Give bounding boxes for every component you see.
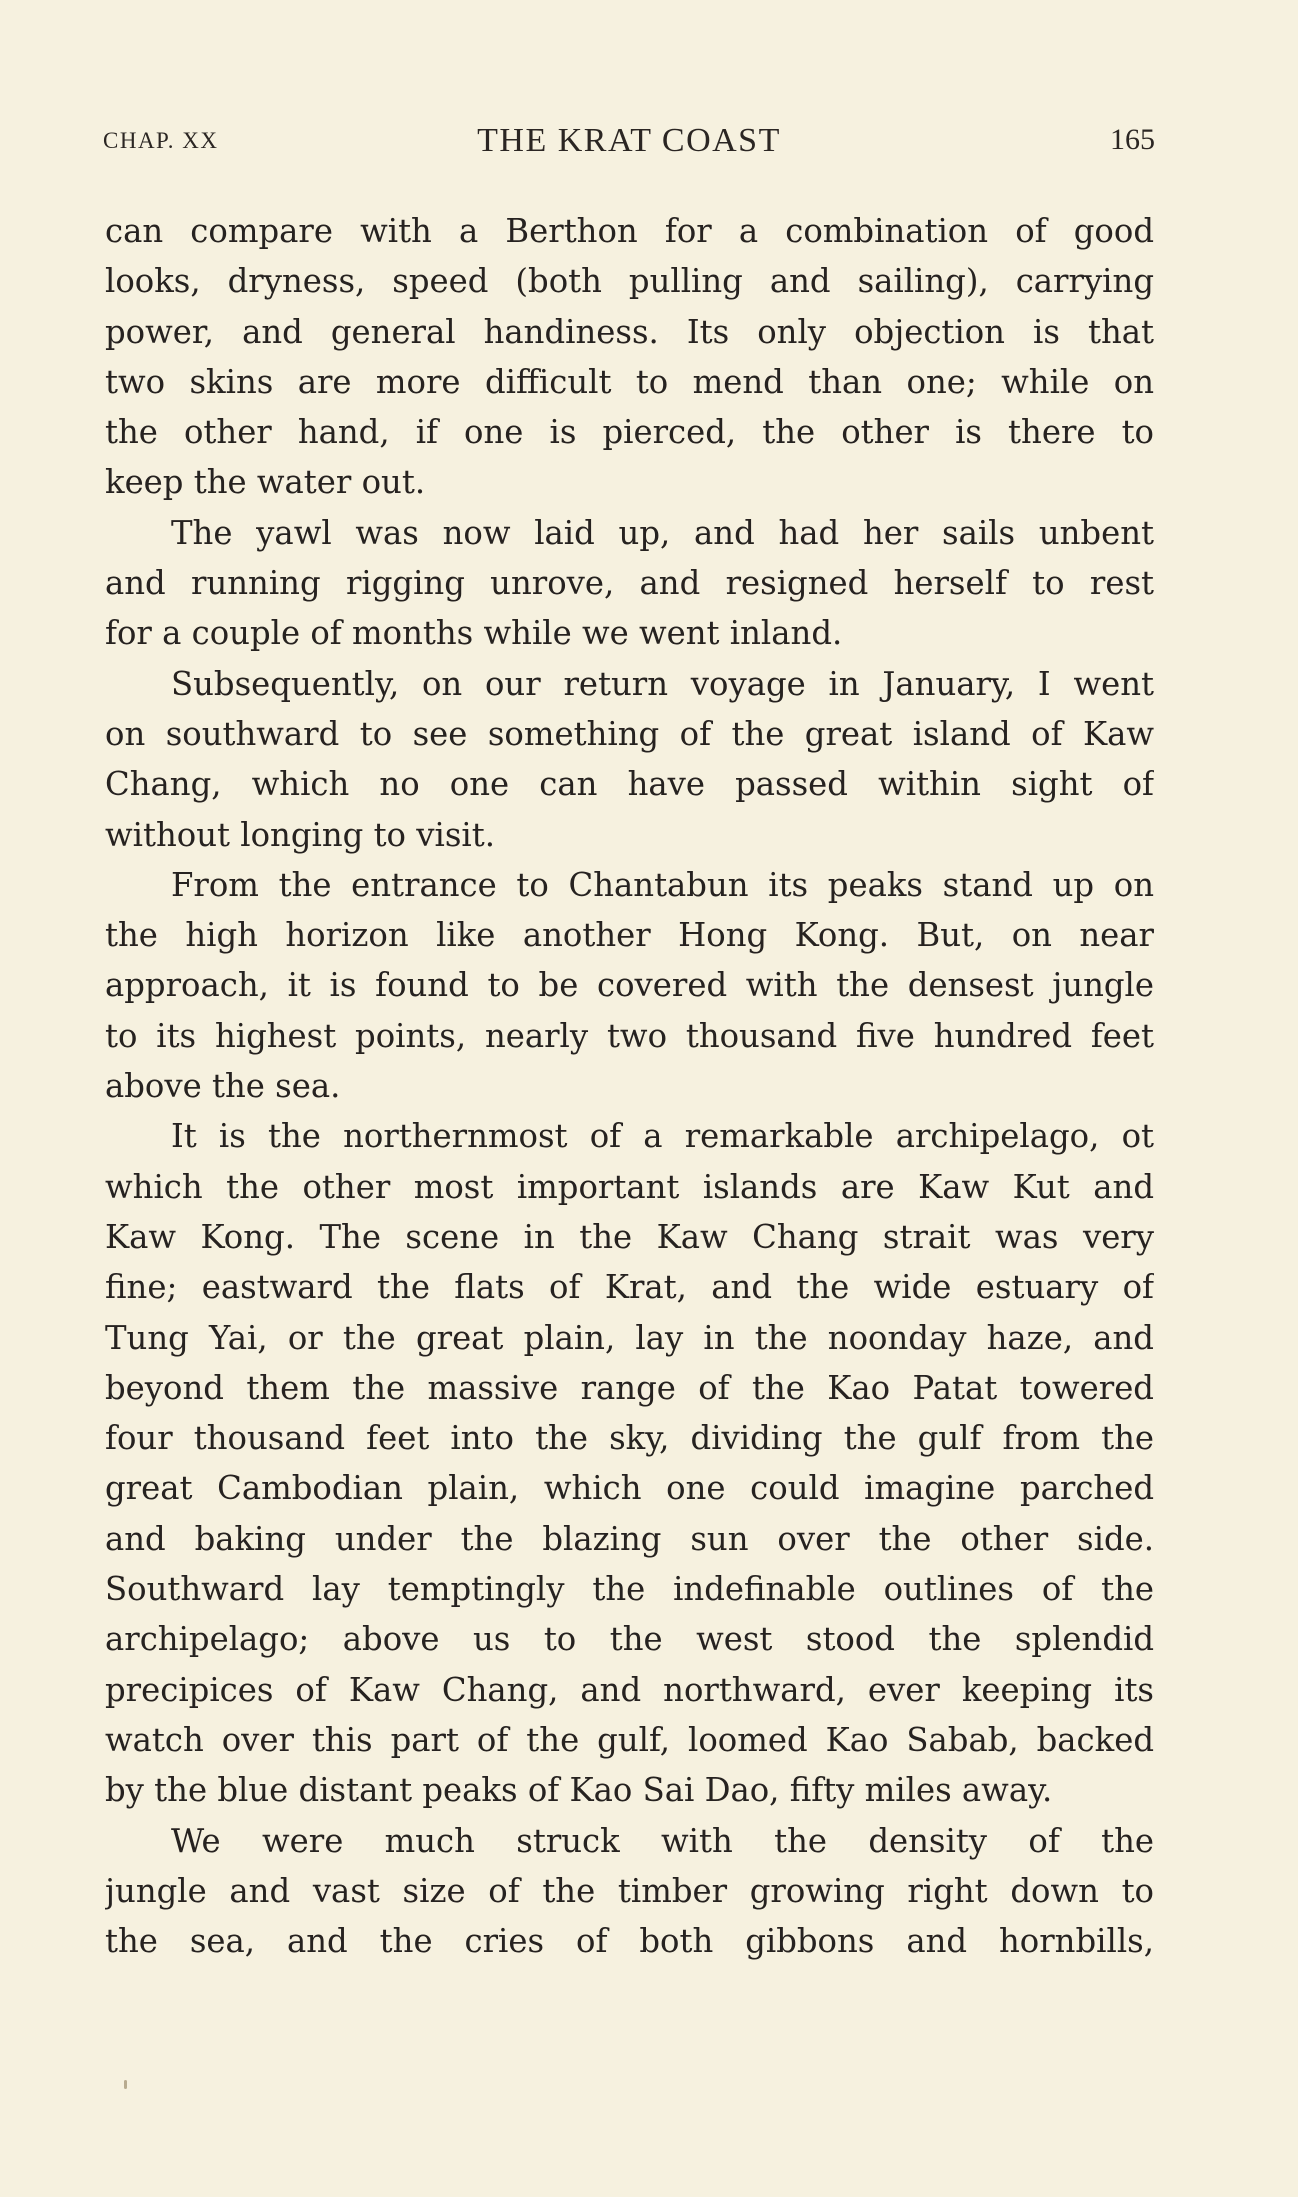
text-line: We were much struck with the density of the bbox=[171, 1821, 1154, 1860]
page-title: THE KRAT COAST bbox=[477, 122, 781, 159]
body-text bbox=[105, 206, 1154, 1966]
text-line: above the sea. bbox=[105, 1067, 341, 1106]
text-line: Chang, which no one can have passed within sight of bbox=[105, 765, 1154, 804]
text-line: can compare with a Berthon for a combination of good bbox=[105, 212, 1154, 250]
text-line: looks, dryness, speed (both pulling and sailing), carrying bbox=[105, 262, 1154, 301]
text-line: From the entrance to Chantabun its peaks stand up on bbox=[171, 865, 1154, 904]
text-line: two skins are more difficult to mend than one; while on bbox=[105, 362, 1154, 401]
text-line: and baking under the blazing sun over the other side. bbox=[105, 1519, 1154, 1558]
text-line: fine; eastward the flats of Krat, and the wide estuary of bbox=[105, 1268, 1154, 1307]
running-head bbox=[103, 122, 1155, 164]
text-line: by the blue distant peaks of Kao Sai Dao, fifty miles away. bbox=[105, 1771, 1053, 1810]
text-line: the other hand, if one is pierced, the other is there to bbox=[105, 413, 1154, 452]
text-line: to its highest points, nearly two thousand five hundred feet bbox=[105, 1016, 1154, 1055]
text-line: jungle and vast size of the timber growing right down to bbox=[105, 1871, 1154, 1910]
text-line: power, and general handiness. Its only objection is that bbox=[105, 312, 1154, 351]
text-line: It is the northernmost of a remarkable archipelago, ot bbox=[171, 1117, 1154, 1156]
text-line: beyond them the massive range of the Kao Patat towered bbox=[105, 1368, 1154, 1407]
text-line: archipelago; above us to the west stood the splendid bbox=[105, 1620, 1154, 1659]
page-number: 165 bbox=[1110, 123, 1155, 156]
chapter-label: CHAP. XX bbox=[103, 128, 219, 153]
text-line: which the other most important islands are Kaw Kut and bbox=[105, 1167, 1154, 1206]
text-line: Kaw Kong. The scene in the Kaw Chang strait was very bbox=[105, 1217, 1154, 1256]
text-line: precipices of Kaw Chang, and northward, ever keeping its bbox=[105, 1670, 1154, 1709]
text-line: approach, it is found to be covered with the densest jungle bbox=[105, 966, 1154, 1005]
text-line: keep the water out. bbox=[105, 463, 426, 502]
text-line: Subsequently, on our return voyage in January, I went bbox=[171, 664, 1154, 703]
text-line: the sea, and the cries of both gibbons and hornbills, bbox=[105, 1922, 1154, 1961]
text-line: watch over this part of the gulf, loomed Kao Sabab, backed bbox=[105, 1720, 1154, 1759]
text-line: on southward to see something of the great island of Kaw bbox=[105, 714, 1154, 753]
text-line: four thousand feet into the sky, dividing the gulf from the bbox=[105, 1419, 1154, 1458]
text-line: and running rigging unrove, and resigned herself to rest bbox=[105, 564, 1154, 603]
text-line: without longing to visit. bbox=[105, 815, 495, 854]
text-line: great Cambodian plain, which one could imagine parched bbox=[105, 1469, 1154, 1508]
paper-speck bbox=[124, 2080, 127, 2089]
text-line: the high horizon like another Hong Kong. But, on near bbox=[105, 916, 1154, 955]
text-line: for a couple of months while we went inland. bbox=[105, 614, 843, 653]
text-line: The yawl was now laid up, and had her sails unbent bbox=[171, 513, 1154, 552]
text-line: Tung Yai, or the great plain, lay in the noonday haze, and bbox=[105, 1318, 1154, 1357]
text-line: Southward lay temptingly the indefinable outlines of the bbox=[105, 1570, 1154, 1609]
